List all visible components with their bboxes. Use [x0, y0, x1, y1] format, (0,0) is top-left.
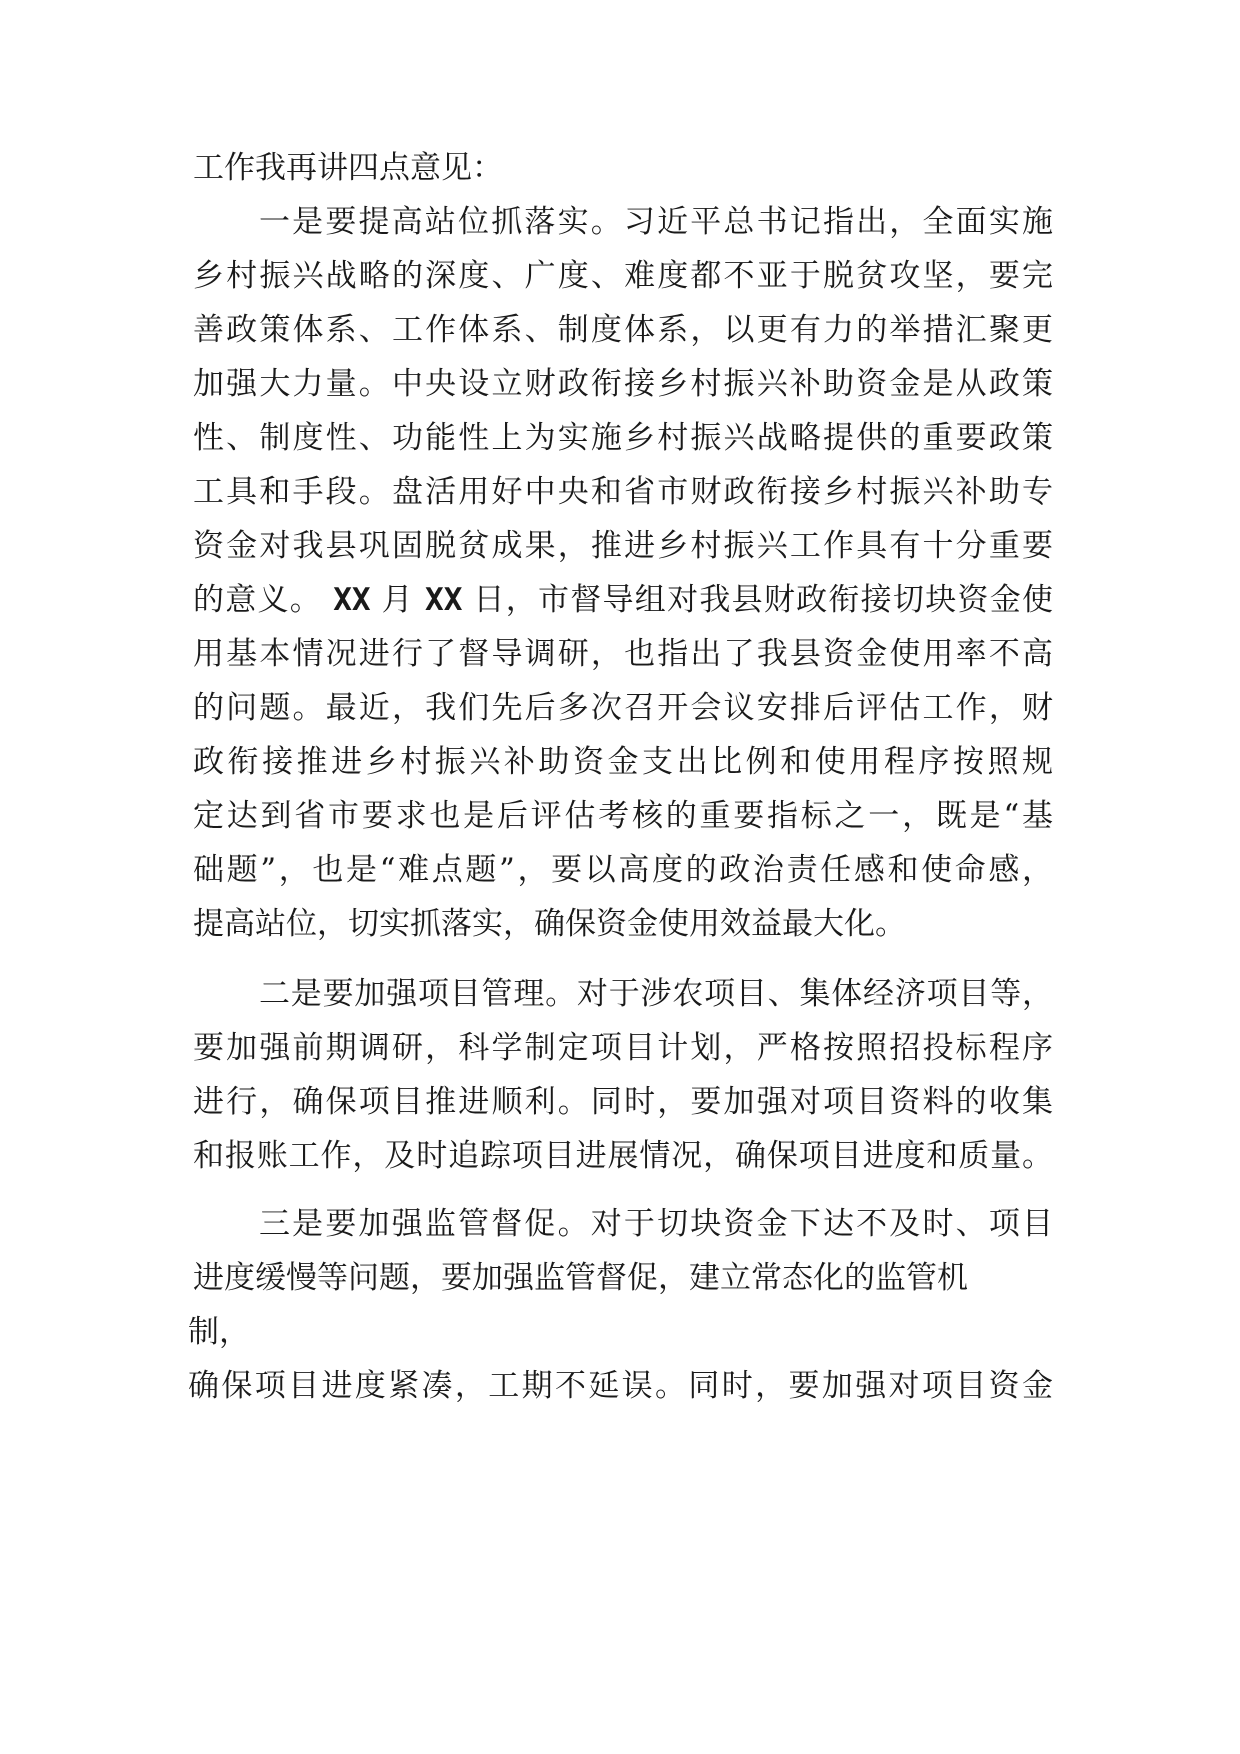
- text-line: 资金对我县巩固脱贫成果，推进乡村振兴工作具有十分重要: [193, 528, 1053, 564]
- date-line: [193, 580, 1053, 620]
- date-line-suffix: ，市督导组对我县财政衔接切块资金使: [505, 582, 1053, 618]
- text-line: 础题”，也是“难点题”，要以高度的政治责任感和使命感，: [193, 852, 1053, 888]
- paragraph-2-first-line: 二是要加强项目管理。对于涉农项目、集体经济项目等，: [259, 976, 1053, 1012]
- paragraph-1-first-line: 一是要提高站位抓落实。习近平总书记指出，全面实施: [259, 204, 1053, 240]
- text-line: 乡村振兴战略的深度、广度、难度都不亚于脱贫攻坚，要完: [193, 258, 1053, 294]
- date-line-prefix: 的意义。: [193, 582, 323, 618]
- text-line: 用基本情况进行了督导调研，也指出了我县资金使用率不高: [193, 636, 1053, 672]
- paragraph-3-first-line: 三是要加强监管督促。对于切块资金下达不及时、项目: [259, 1206, 1053, 1242]
- month-label: 月: [381, 582, 414, 618]
- text-line: 加强大力量。中央设立财政衔接乡村振兴补助资金是从政策: [193, 366, 1053, 402]
- text-line: 的问题。最近，我们先后多次召开会议安排后评估工作，财: [193, 690, 1053, 726]
- text-line: 工具和手段。盘活用好中央和省市财政衔接乡村振兴补助专: [193, 474, 1053, 510]
- text-line: 政衔接推进乡村振兴补助资金支出比例和使用程序按照规: [193, 744, 1053, 780]
- day-label: 日: [473, 582, 506, 618]
- text-line: 和报账工作，及时追踪项目进展情况，确保项目进度和质量。: [193, 1138, 1053, 1174]
- text-line: 确保项目进度紧凑，工期不延误。同时，要加强对项目资金: [188, 1368, 1053, 1404]
- text-line: 要加强前期调研，科学制定项目计划，严格按照招投标程序: [193, 1030, 1053, 1066]
- text-line: 性、制度性、功能性上为实施乡村振兴战略提供的重要政策: [193, 420, 1053, 456]
- text-line: 善政策体系、工作体系、制度体系，以更有力的举措汇聚更: [193, 312, 1053, 348]
- text-line: 制，: [188, 1314, 250, 1350]
- text-line: 工作我再讲四点意见：: [193, 150, 503, 186]
- text-line: 定达到省市要求也是后评估考核的重要指标之一，既是“基: [193, 798, 1053, 834]
- text-line: 提高站位，切实抓落实，确保资金使用效益最大化。: [193, 906, 906, 942]
- text-line: 进度缓慢等问题，要加强监管督促，建立常态化的监管机: [193, 1260, 968, 1296]
- text-line: 进行，确保项目推进顺利。同时，要加强对项目资料的收集: [193, 1084, 1053, 1120]
- day-placeholder: XX: [425, 582, 463, 618]
- month-placeholder: XX: [333, 582, 371, 618]
